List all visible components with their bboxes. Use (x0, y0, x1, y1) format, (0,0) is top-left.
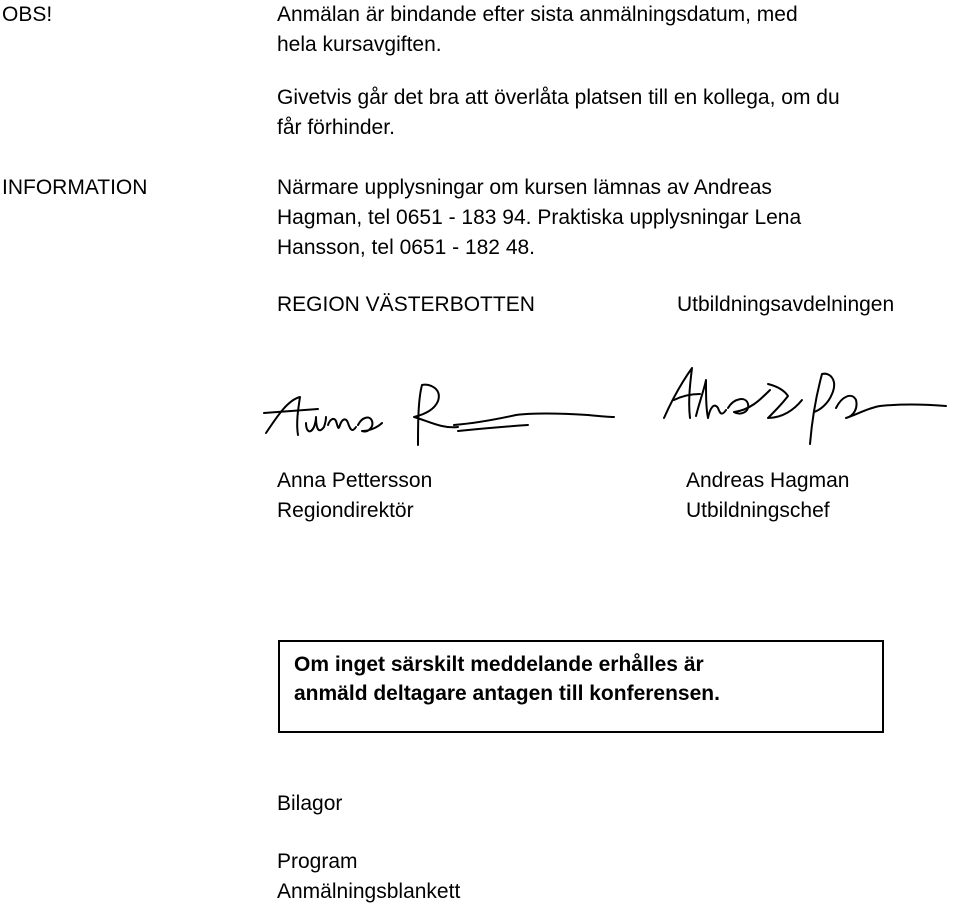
information-line: Hagman, tel 0651 - 183 94. Praktiska upplysningar Lena (277, 206, 802, 229)
signatory-name: Andreas Hagman (686, 469, 850, 492)
signatory-title: Regiondirektör (277, 499, 414, 522)
signatory-title: Utbildningschef (686, 499, 830, 522)
attachments-list (277, 847, 460, 907)
information-text (277, 173, 801, 263)
signatory-andreas (686, 466, 849, 526)
signature-andreas-hagman (660, 360, 950, 450)
obs-line: Anmälan är bindande efter sista anmälningsdatum, med (277, 3, 798, 26)
information-line: Närmare upplysningar om kursen lämnas av Andreas (277, 176, 772, 199)
attachments-heading: Bilagor (277, 792, 343, 815)
obs-line: får förhinder. (277, 116, 395, 139)
signatory-name: Anna Pettersson (277, 469, 433, 492)
obs-line: Givetvis går det bra att överlåta platsen till en kollega, om du (277, 86, 840, 109)
acceptance-notice-box (278, 640, 884, 733)
attachment-item: Program (277, 850, 358, 873)
obs-line: hela kursavgiften. (277, 33, 442, 56)
information-line: Hansson, tel 0651 - 182 48. (277, 236, 536, 259)
department-name: Utbildningsavdelningen (677, 293, 895, 316)
signature-anna-pettersson (258, 375, 618, 455)
attachment-item: Anmälningsblankett (277, 880, 461, 903)
notice-line: anmäld deltagare antagen till konferensen. (294, 682, 720, 705)
obs-text (277, 0, 840, 143)
region-name: REGION VÄSTERBOTTEN (277, 293, 535, 316)
obs-label: OBS! (2, 3, 53, 26)
notice-line: Om inget särskilt meddelande erhålles är (294, 653, 704, 676)
signatory-anna (277, 466, 432, 526)
information-label: INFORMATION (2, 176, 148, 199)
